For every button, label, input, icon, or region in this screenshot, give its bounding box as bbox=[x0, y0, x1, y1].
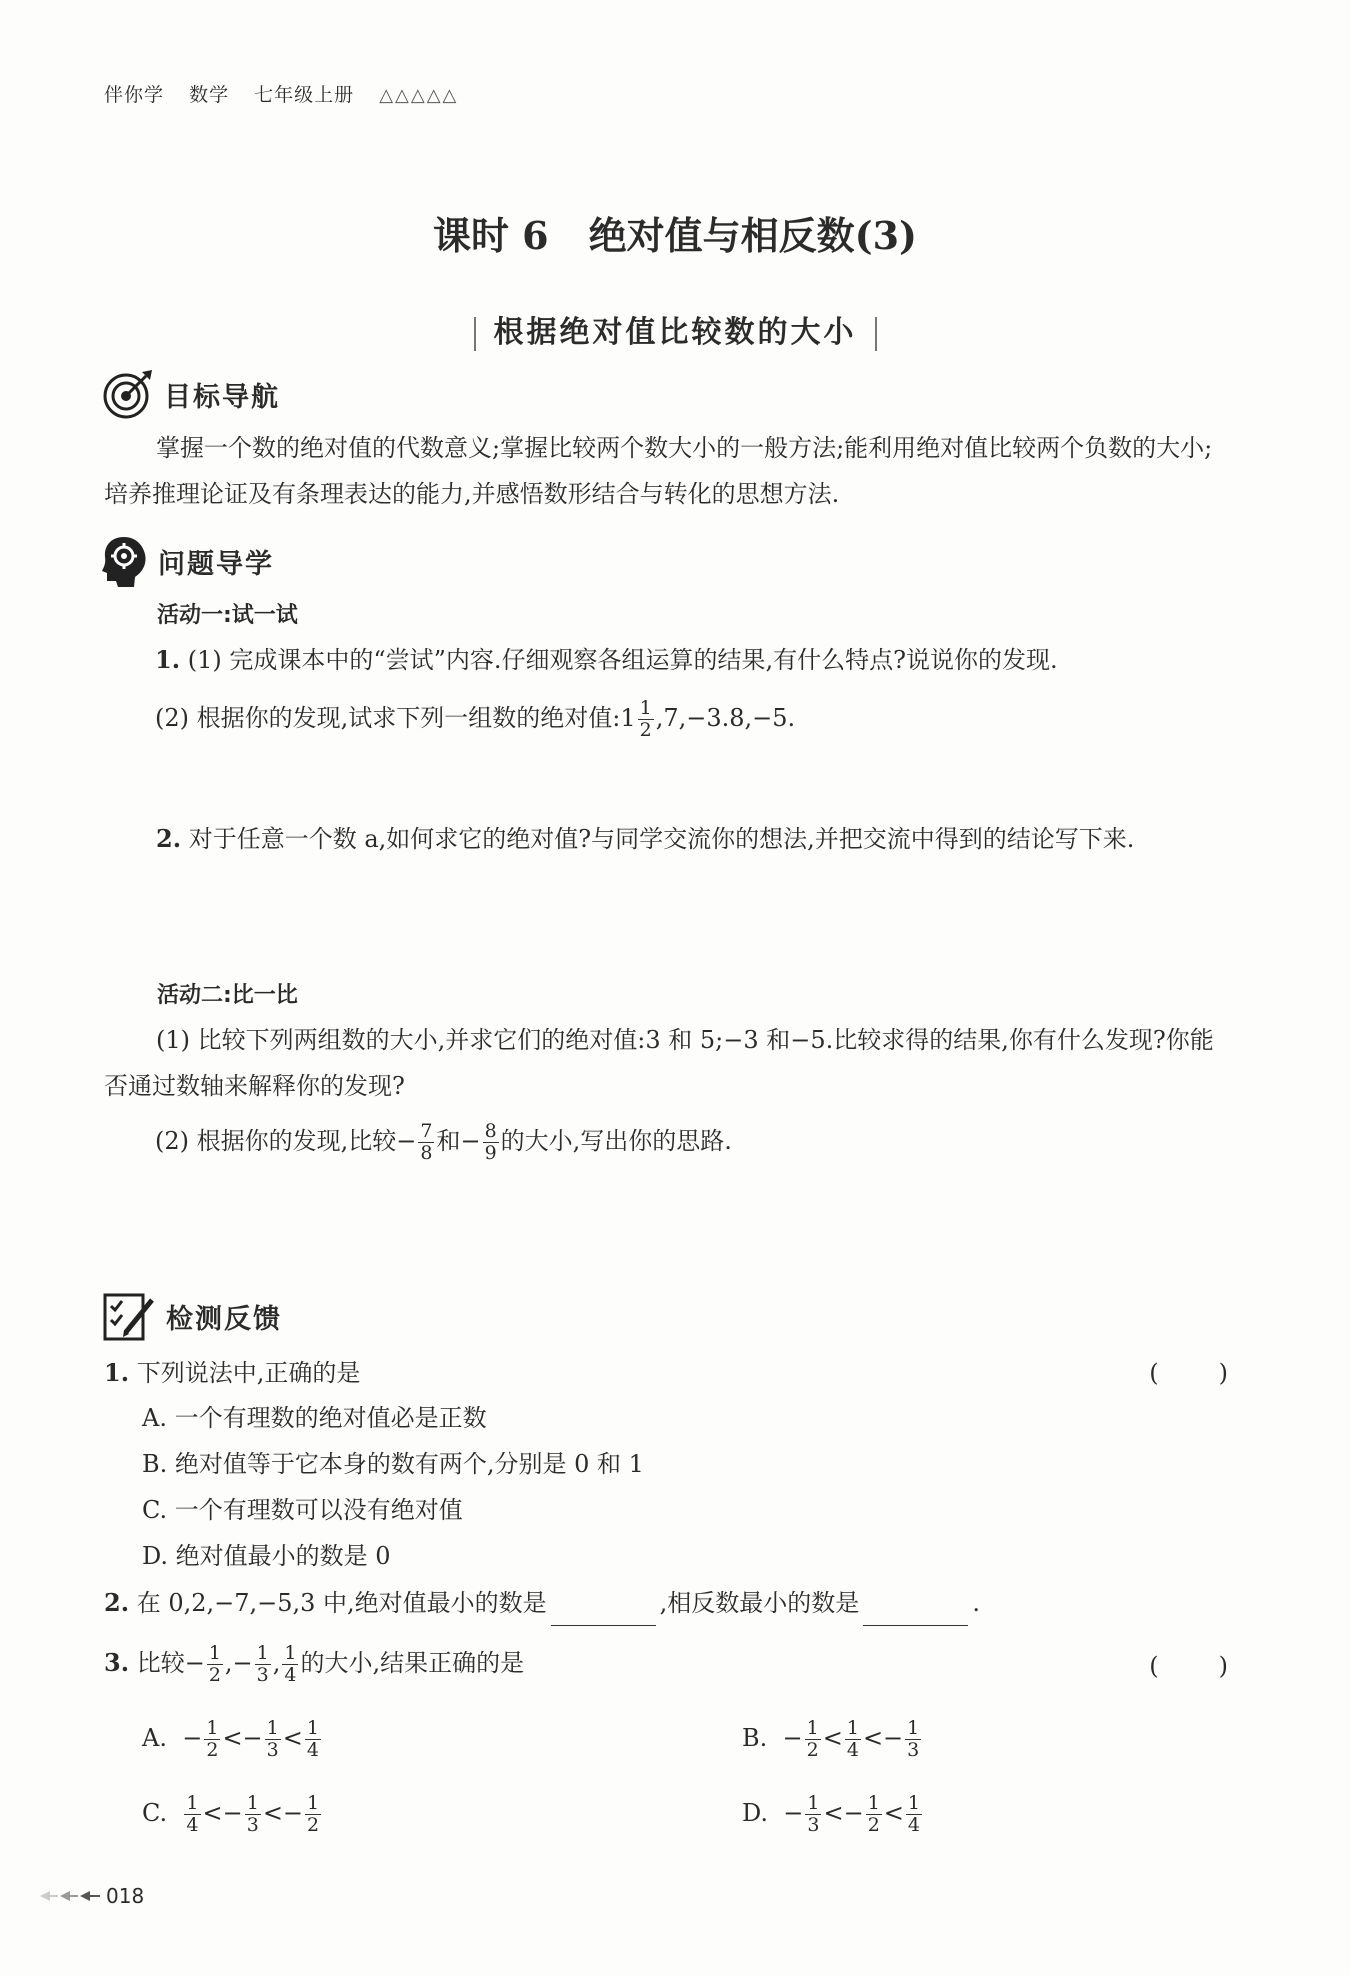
lesson-subtitle-text: 根据绝对值比较数的大小 bbox=[493, 315, 857, 350]
answer-blank[interactable] bbox=[551, 1599, 656, 1626]
fq1-option-a: A. 一个有理数的绝对值必是正数 bbox=[142, 1404, 487, 1432]
feedback-q3-stem: 3. 比较− $\frac{1}{2}$ ,− $\frac{1}{3}$ , $\frac{1}{4}$ 的大小,结果正确的是 bbox=[104, 1642, 525, 1686]
guide-heading bbox=[102, 535, 274, 587]
feedback-heading-text: 检测反馈 bbox=[166, 1303, 282, 1335]
feedback-q2 bbox=[104, 1580, 980, 1626]
fq2-number: 2. bbox=[104, 1588, 130, 1617]
fraction: $\frac{1}{3}$ bbox=[256, 1642, 269, 1686]
fq3-number: 3. bbox=[104, 1648, 130, 1677]
fq3-option-a: A. − $\frac{1}{2}$ <− $\frac{1}{3}$ < $\frac{1}{4}$ bbox=[142, 1717, 319, 1761]
fq3-option-b: B. − $\frac{1}{2}$ < $\frac{1}{4}$ <− $\frac{1}{3}$ bbox=[742, 1717, 920, 1761]
page-number: 018 bbox=[106, 1884, 145, 1908]
difficulty-marks: △△△△△ bbox=[379, 85, 459, 106]
feedback-q1-stem bbox=[104, 1350, 360, 1396]
head-gear-icon bbox=[102, 535, 148, 587]
target-icon bbox=[102, 368, 154, 420]
fraction: $\frac{1}{2}$ bbox=[208, 1642, 221, 1686]
fq3-option-c: C. $\frac{1}{4}$ <− $\frac{1}{3}$ <− $\frac{1}{2}$ bbox=[142, 1792, 320, 1836]
activity1-title: 活动一:试一试 bbox=[157, 603, 298, 628]
q1-part2-before: (2) 根据你的发现,试求下列一组数的绝对值:1 bbox=[155, 704, 636, 732]
goal-heading bbox=[102, 368, 280, 420]
fraction: $\frac{1}{2}$ bbox=[639, 697, 652, 741]
activity2-p1: (1) 比较下列两组数的大小,并求它们的绝对值:3 和 5;−3 和−5.比较求得的结果,你有什么发现?你能否通过数轴来解释你的发现? bbox=[104, 1026, 1214, 1100]
q1-part1-text: (1) 完成课本中的“尝试”内容.仔细观察各组运算的结果,有什么特点?说说你的发现. bbox=[187, 646, 1058, 674]
fq2-mid: ,相反数最小的数是 bbox=[659, 1589, 860, 1617]
fraction: $\frac{8}{9}$ bbox=[484, 1120, 497, 1164]
q2-number: 2. bbox=[156, 824, 182, 853]
q1-number: 1. bbox=[155, 645, 181, 674]
page-footer bbox=[40, 1884, 144, 1908]
guide-heading-text: 问题导学 bbox=[158, 548, 274, 580]
fq3-before: 比较− bbox=[136, 1649, 205, 1677]
lesson-label: 课时 6 bbox=[432, 213, 549, 258]
fq3-option-d: D. − $\frac{1}{3}$ <− $\frac{1}{2}$ < $\frac{1}{4}$ bbox=[742, 1792, 920, 1836]
answer-paren: ( ) bbox=[1149, 1359, 1232, 1387]
answer-blank[interactable] bbox=[863, 1599, 968, 1626]
grade-name: 七年级上册 bbox=[254, 84, 355, 106]
fraction: $\frac{1}{4}$ bbox=[284, 1642, 297, 1686]
fq2-before: 在 0,2,−7,−5,3 中,绝对值最小的数是 bbox=[136, 1589, 547, 1617]
q2-text: 对于任意一个数 a,如何求它的绝对值?与同学交流你的想法,并把交流中得到的结论写下来. bbox=[188, 825, 1135, 853]
fq1-stem-text: 下列说法中,正确的是 bbox=[136, 1359, 361, 1387]
p2-after: 的大小,写出你的思路. bbox=[500, 1127, 732, 1155]
fq3-after: 的大小,结果正确的是 bbox=[300, 1649, 525, 1677]
activity1-q2 bbox=[104, 816, 1224, 862]
feedback-heading bbox=[102, 1290, 282, 1342]
running-header bbox=[104, 80, 476, 107]
activity1-q1-part2 bbox=[155, 695, 795, 741]
fraction: $\frac{7}{8}$ bbox=[420, 1120, 433, 1164]
book-name: 伴你学 bbox=[104, 84, 165, 106]
p2-mid: 和− bbox=[436, 1127, 481, 1155]
p2-before: (2) 根据你的发现,比较− bbox=[155, 1127, 417, 1155]
fq2-after: . bbox=[972, 1589, 980, 1617]
goal-heading-text: 目标导航 bbox=[164, 381, 280, 413]
arrow-decoration-icon bbox=[40, 1889, 102, 1903]
lesson-title-text: 绝对值与相反数(3) bbox=[588, 213, 918, 258]
goal-text: 掌握一个数的绝对值的代数意义;掌握比较两个数大小的一般方法;能利用绝对值比较两个负数的大小;培养推理论证及有条理表达的能力,并感悟数形结合与转化的思想方法. bbox=[104, 434, 1213, 508]
activity2-p2 bbox=[155, 1118, 732, 1164]
answer-paren: ( ) bbox=[1149, 1652, 1232, 1680]
subject-name: 数学 bbox=[189, 84, 230, 106]
fq1-number: 1. bbox=[104, 1358, 130, 1387]
lesson-title bbox=[0, 205, 1350, 260]
checklist-pen-icon bbox=[102, 1290, 156, 1342]
fq1-option-c: C. 一个有理数可以没有绝对值 bbox=[142, 1496, 463, 1524]
lesson-subtitle bbox=[0, 307, 1350, 351]
fq1-option-b: B. 绝对值等于它本身的数有两个,分别是 0 和 1 bbox=[142, 1450, 644, 1478]
activity2-title: 活动二:比一比 bbox=[157, 983, 298, 1008]
q1-part2-after: ,7,−3.8,−5. bbox=[655, 704, 796, 732]
fq1-option-d: D. 绝对值最小的数是 0 bbox=[142, 1542, 391, 1570]
activity1-q1-part1 bbox=[155, 637, 1225, 683]
